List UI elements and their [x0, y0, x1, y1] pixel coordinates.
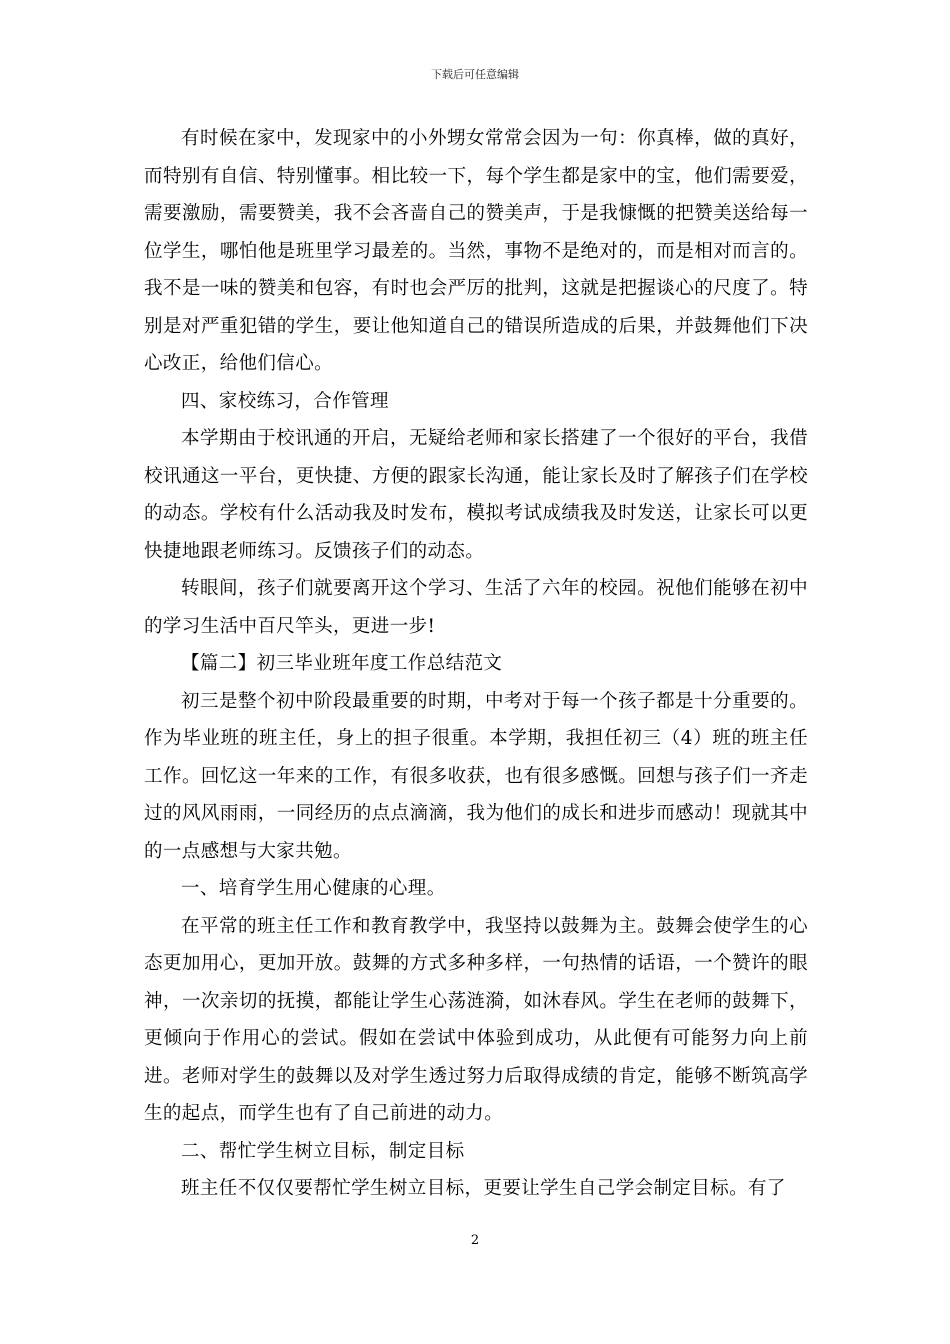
- section-heading-goals: 二、帮忙学生树立目标，制定目标: [181, 1140, 465, 1162]
- paragraph-goal-setting: 班主任不仅仅要帮忙学生树立目标，更要让学生自己学会制定目标。有了: [181, 1178, 786, 1199]
- paragraph-praise: 有时候在家中，发现家中的小外甥女常常会因为一句：你真棒，做的真好，而特别有自信、特别懂事。相比较一下，每个学生都是家中的宝，他们需要爱，需要激励，需要赞美，我不会吝啬自己的赞美声，于是我慷慨的把赞美送给每一位学生，哪怕他是班里学习最差的。当然，事物不是绝对的，而是相对而言的。我不是一味的赞美和包容，有时也会严厉的批判，这就是把握谈心的尺度了。特别是对严重犯错的学生，要让他知道自己的错误所造成的后果，并鼓舞他们下决心改正，给他们信心。: [144, 128, 808, 374]
- page-header: 下载后可任意编辑: [431, 68, 519, 81]
- section-heading-mental-health: 一、培育学生用心健康的心理。: [181, 878, 446, 899]
- paragraph-grade-nine-intro: 初三是整个初中阶段最重要的时期，中考对于每一个孩子都是十分重要的。作为毕业班的班主任，身上的担子很重。本学期，我担任初三（4）班的班主任工作。回忆这一年来的工作，有很多收获，也有很多感慨。回想与孩子们一齐走过的风风雨雨，一同经历的点点滴滴，我为他们的成长和进步而感动！现就其中的一点感想与大家共勉。: [144, 690, 808, 862]
- paragraph-school-messaging: 本学期由于校讯通的开启，无疑给老师和家长搭建了一个很好的平台，我借校讯通这一平台，更快捷、方便的跟家长沟通，能让家长及时了解孩子们在学校的动态。学校有什么活动我及时发布，模拟考试成绩我及时发送，让家长可以更快捷地跟老师练习。反馈孩子们的动态。: [144, 428, 808, 562]
- page-number: 2: [470, 1233, 480, 1248]
- document-body: [144, 120, 808, 1208]
- section-heading-home-school: 四、家校练习，合作管理: [181, 390, 389, 412]
- paragraph-encouragement: 在平常的班主任工作和教育教学中，我坚持以鼓舞为主。鼓舞会使学生的心态更加用心，更加开放。鼓舞的方式多种多样，一句热情的话语，一个赞许的眼神，一次亲切的抚摸，都能让学生心荡涟漪，如沐春风。学生在老师的鼓舞下，更倾向于作用心的尝试。假如在尝试中体验到成功，从此便有可能努力向上前进。老师对学生的鼓舞以及对学生透过努力后取得成绩的肯定，能够不断筑高学生的起点，而学生也有了自己前进的动力。: [144, 915, 808, 1124]
- article-title-part-two: 【篇二】初三毕业班年度工作总结范文: [181, 653, 503, 674]
- paragraph-farewell: 转眼间，孩子们就要离开这个学习、生活了六年的校园。祝他们能够在初中的学习生活中百尺竿头，更进一步!: [144, 578, 808, 637]
